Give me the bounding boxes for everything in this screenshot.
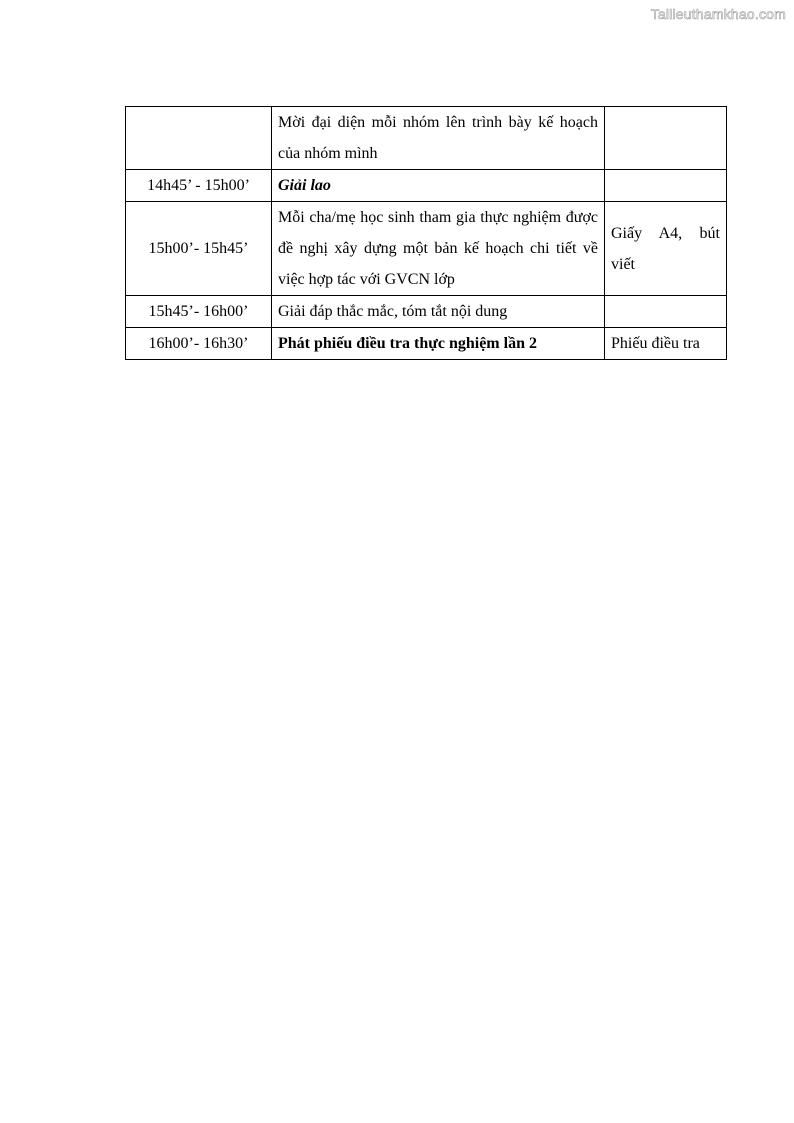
time-cell: 16h00’- 16h30’ — [126, 328, 272, 360]
activity-cell: Phát phiếu điều tra thực nghiệm lần 2 — [272, 328, 605, 360]
materials-cell — [605, 107, 727, 170]
table-row — [126, 107, 727, 170]
time-cell: 14h45’ - 15h00’ — [126, 170, 272, 202]
time-cell: 15h00’- 15h45’ — [126, 202, 272, 296]
activity-cell: Giải lao — [272, 170, 605, 202]
activity-cell: Giải đáp thắc mắc, tóm tắt nội dung — [272, 296, 605, 328]
materials-cell — [605, 296, 727, 328]
activity-cell: Mời đại diện mỗi nhóm lên trình bày kế hoạch của nhóm mình — [272, 107, 605, 170]
table-row — [126, 202, 727, 296]
materials-cell — [605, 170, 727, 202]
watermark-text: Tailieuthamkhao.com — [650, 6, 786, 22]
activity-cell: Mỗi cha/mẹ học sinh tham gia thực nghiệm được đề nghị xây dựng một bản kế hoạch chi tiết về việc hợp tác với GVCN lớp — [272, 202, 605, 296]
table-row — [126, 328, 727, 360]
time-cell: 15h45’- 16h00’ — [126, 296, 272, 328]
materials-cell: Phiếu điều tra — [605, 328, 727, 360]
table-row — [126, 170, 727, 202]
materials-cell: Giấy A4, bút viết — [605, 202, 727, 296]
time-cell — [126, 107, 272, 170]
schedule-table — [125, 106, 727, 360]
table-row — [126, 296, 727, 328]
